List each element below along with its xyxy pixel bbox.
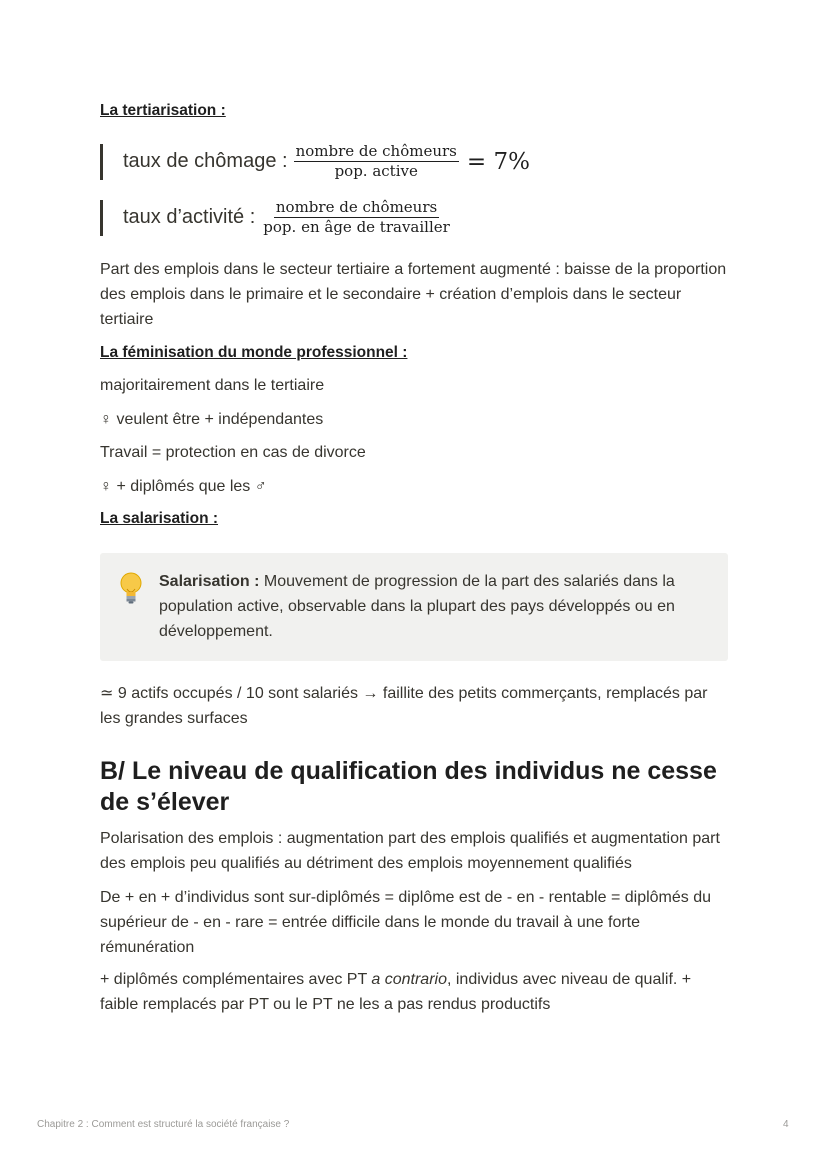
list-item: ♀ veulent être + indépendantes [100, 411, 324, 428]
heading-tertiarisation: La tertiarisation : [100, 102, 226, 119]
callout-definition: Mouvement de progression de la part des salariés dans la population active, observable dans la plupart des pays développés ou en développement. [159, 573, 675, 640]
fraction [261, 199, 452, 236]
text-run-italic: a contrario [371, 971, 447, 988]
footer-page-number: 4 [783, 1119, 789, 1130]
paragraph-sur-diplomes: De + en + d’individus sont sur-diplômés = diplôme est de - en - rentable = diplômés du supérieur de - en - rare = entrée difficile dans le monde du travail à une forte rémunération [100, 889, 712, 956]
formula-taux-activite [100, 199, 452, 236]
footer-chapter: Chapitre 2 : Comment est structuré la société française ? [37, 1119, 290, 1130]
callout-text [159, 569, 711, 644]
fraction-numerator: nombre de chômeurs [295, 142, 457, 160]
heading-feminisation: La féminisation du monde professionnel : [100, 344, 408, 361]
fraction-denominator: pop. en âge de travailler [263, 218, 450, 236]
formula-label: taux d’activité : [123, 206, 256, 228]
paragraph-tertiaire: Part des emplois dans le secteur tertiaire a fortement augmenté : baisse de la proportion des emplois dans le primaire et le secondaire + création d’emplois dans le secteur tertiaire [100, 261, 727, 328]
list-item: Travail = protection en cas de divorce [100, 444, 366, 461]
fraction [294, 143, 459, 180]
list-item: majoritairement dans le tertiaire [100, 377, 325, 394]
definition-callout [100, 553, 728, 661]
fraction-numerator: nombre de chômeurs [275, 198, 438, 216]
quote-bar [100, 200, 103, 236]
list-item: ♀ + diplômés que les ♂ [100, 478, 267, 495]
fraction-denominator: pop. active [334, 162, 418, 180]
paragraph-polarisation: Polarisation des emplois : augmentation part des emplois qualifiés et augmentation part des emplois peu qualifiés au détriment des emplois moyennement qualifiés [100, 830, 720, 872]
callout-term: Salarisation : [159, 573, 260, 590]
text-run: , individus avec niveau de qualif. + faible remplacés par PT ou le PT ne les a pas rendus productifs [100, 971, 692, 1013]
heading-salarisation: La salarisation : [100, 510, 219, 527]
formula-result: = 7% [466, 148, 530, 175]
lightbulb-icon [118, 571, 144, 605]
text-run: + diplômés complémentaires avec PT [100, 971, 372, 988]
section-b-title: B/ Le niveau de qualification des individus ne cesse de s’élever [100, 757, 717, 816]
formula-label: taux de chômage : [123, 150, 288, 172]
formula-taux-chomage [100, 143, 530, 180]
paragraph-progres-technique [100, 967, 728, 1017]
quote-bar [100, 144, 103, 180]
paragraph-salaries: ≃ 9 actifs occupés / 10 sont salariés → faillite des petits commerçants, remplacés par les grandes surfaces [100, 685, 708, 727]
